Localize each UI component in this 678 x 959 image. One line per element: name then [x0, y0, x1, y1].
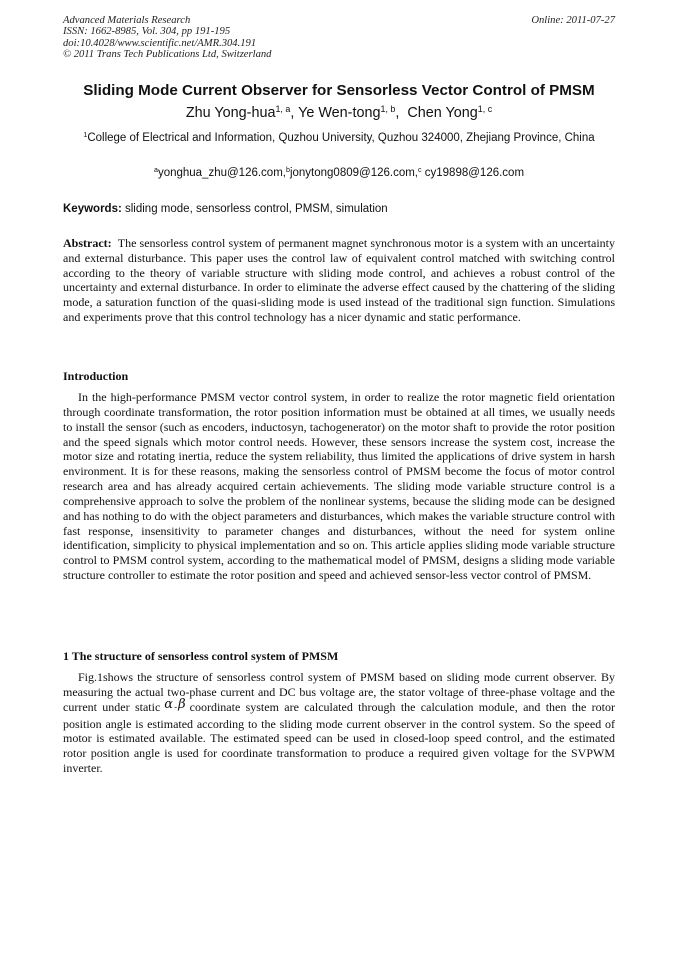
email-address[interactable]: yonghua_zhu@126.com,: [157, 167, 286, 179]
introduction-text: In the high-performance PMSM vector control system, in order to realize the rotor magnetic field orientation through coordinate transformation, the rotor position information must be obtained at all times, we usually needs to install the sensor (such as encoders, inductosyn, tachogenerator) on the motor shaft to provide the rotor position and the speed signals which motor control needs. However, these sensors increase the system cost, increase the motor size and rotating inertia, reduce the system reliability, thus limited the applications of drive system in harsh environment. It is for these reasons, making the sensorless control of PMSM become the focus of motor control research area and has already acquired certain achievements. The sliding mode variable structure control is a comprehensive approach to solve the problem of the nonlinear systems, because the sliding mode can be designed and has nothing to do with the object parameters and disturbances, which makes the variable structure control with fast response, insensitivity to parameter changes and disturbances, without the need for system online identification, simplicity to physical implementation and so on. This article applies sliding mode variable structure control to PMSM control system, according to the mathematical model of PMSM, designs a sliding mode variable structure controller to estimate the rotor position and speed and achieved sensor-less vector control of PMSM.: [63, 390, 615, 583]
author-superscript: 1, a: [275, 104, 291, 115]
author-list: Zhu Yong-hua$^{1, a}$, Ye Wen-tong$^{1, b}$, Chen Yong$^{1, c}$: [185, 104, 493, 121]
email-address[interactable]: jonytong0809@126.com,: [289, 167, 418, 179]
alpha-beta-symbol: [160, 698, 189, 714]
introduction-paragraph: [63, 390, 615, 583]
author-name: Zhu Yong-hua: [185, 105, 276, 121]
author-name: Ye Wen-tong: [298, 105, 381, 121]
email-superscript: c: [418, 166, 422, 175]
author-superscript: 1, b: [380, 104, 396, 115]
journal-doi: doi:10.4028/www.scientific.net/AMR.304.191: [63, 37, 257, 49]
section1-paragraph: [63, 670, 615, 776]
affiliation-superscript: 1: [83, 131, 88, 140]
affiliation: [70, 131, 608, 146]
keywords-label: Keywords:: [63, 203, 122, 215]
author-superscript: 1, c: [477, 104, 493, 115]
section1-text-before: Fig.1shows the structure of sensorless control system of PMSM based on sliding mode current observer. By measuring the actual two-phase current and DC bus voltage are, the stator voltage of three-phase voltage and the current under static: [63, 670, 615, 714]
email-superscript: b: [285, 166, 290, 175]
section-heading-introduction: Introduction: [63, 369, 129, 383]
section1-text-after: coordinate system are calculated through the calculation module, and then the rotor position angle is estimated according to the sliding mode current observer in the control system. So the speed of motor is estimated available. The estimated speed can be used in closed-loop speed control, and the estimated rotor position angle is used for coordinate transformation to produce a required given voltage for the SVPWM inverter.: [63, 699, 616, 776]
journal-header: [63, 15, 271, 61]
journal-copyright: © 2011 Trans Tech Publications Ltd, Switzerland: [63, 49, 272, 61]
paper-title: Sliding Mode Current Observer for Sensorless Vector Control of PMSM: [83, 82, 595, 99]
keywords-text: sliding mode, sensorless control, PMSM, simulation: [125, 203, 388, 215]
journal-name: Advanced Materials Research: [63, 15, 191, 26]
email-superscript: a: [153, 166, 158, 175]
abstract-label: Abstract:: [63, 236, 112, 250]
section-heading-1: 1 The structure of sensorless control system of PMSM: [63, 649, 339, 663]
math-beta: β: [178, 696, 186, 712]
keywords: [63, 202, 388, 217]
abstract-text: The sensorless control system of permanent magnet synchronous motor is a system with an uncertainty and external disturbance. This paper uses the control law of equivalent control matched with switching control according to the theory of variable structure with sliding mode control, and achieves a robust control of the uncertainty and external disturbance. In order to eliminate the adverse effect caused by the chattering of the sliding mode, a saturation function of the quasi-sliding mode is used instead of the traditional sign function. Simulations and experiments prove that this control technology has a nicer dynamic and static performance.: [63, 236, 615, 324]
abstract: [63, 236, 615, 325]
email-list: [50, 166, 628, 181]
affiliation-text: College of Electrical and Information, Quzhou University, Quzhou 324000, Zhejiang Province, China: [87, 132, 595, 144]
online-date: Online: 2011-07-27: [531, 15, 615, 26]
math-dash: -: [174, 702, 178, 713]
email-address[interactable]: cy19898@126.com: [424, 167, 525, 179]
author-name: Chen Yong: [407, 105, 478, 121]
journal-issn: ISSN: 1662-8985, Vol. 304, pp 191-195: [63, 26, 231, 38]
math-alpha: α: [164, 696, 174, 712]
